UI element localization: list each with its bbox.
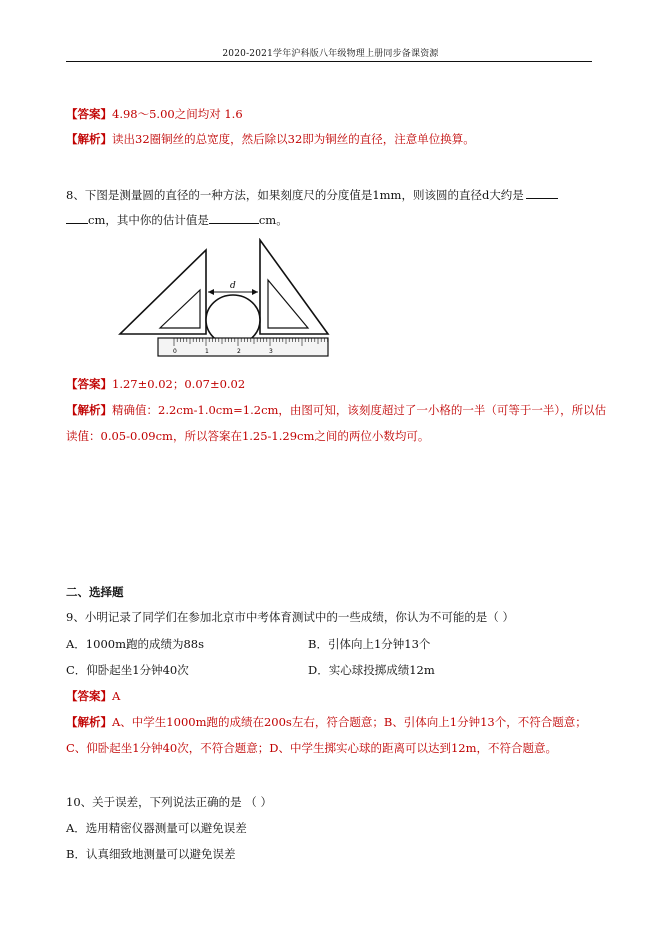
q8-unit-1: cm，其中你的估计值是 — [88, 213, 209, 227]
answer-label: 【答案】 — [66, 377, 112, 391]
ruler-label-2: 2 — [237, 348, 241, 355]
analysis-label: 【解析】 — [66, 132, 112, 146]
answer-blank-1-cont — [66, 212, 88, 224]
q9-option-b: B．引体向上1分钟13个 — [308, 637, 431, 651]
ruler-label-0: 0 — [173, 348, 177, 355]
triangles-circle-ruler-diagram — [118, 238, 348, 368]
measurement-figure — [118, 238, 348, 372]
q8-stem-line1 — [66, 187, 558, 203]
section-title: 二、选择题 — [66, 585, 124, 599]
q8-stem-text: 8、下图是测量圆的直径的一种方法，如果刻度尺的分度值是1mm，则该圆的直径d大约是 — [66, 188, 524, 202]
q9-analysis-line1 — [66, 714, 587, 730]
answer-label: 【答案】 — [66, 107, 112, 121]
q9-option-c: C．仰卧起坐1分钟40次 — [66, 663, 189, 677]
header-rule — [66, 61, 592, 62]
analysis-label: 【解析】 — [66, 403, 112, 417]
answer-text: A — [112, 689, 121, 703]
q7-analysis — [66, 131, 475, 147]
q9-option-d: D．实心球投掷成绩12m — [308, 663, 435, 677]
q9-analysis-line2: C、仰卧起坐1分钟40次，不符合题意；D、中学生掷实心球的距离可以达到12m，不符合题意。 — [66, 741, 558, 755]
right-triangle-inner — [268, 280, 308, 328]
answer-blank-2 — [209, 212, 259, 224]
answer-text: 4.98～5.00之间均对 1.6 — [112, 107, 243, 121]
answer-blank-1 — [526, 187, 558, 199]
q10-option-b: B．认真细致地测量可以避免误差 — [66, 847, 236, 861]
q9-answer — [66, 688, 120, 704]
left-triangle-inner — [160, 290, 200, 328]
analysis-text: A、中学生1000m跑的成绩在200s左右，符合题意；B、引体向上1分钟13个，不符合题意； — [112, 715, 587, 729]
q8-stem-line2 — [66, 212, 288, 228]
ruler-label-1: 1 — [205, 348, 209, 355]
diameter-label: d — [230, 281, 236, 291]
arrowhead-left — [208, 289, 214, 295]
arrowhead-right — [252, 289, 258, 295]
q8-analysis-line2: 读值：0.05-0.09cm，所以答案在1.25-1.29cm之间的两位小数均可。 — [66, 429, 430, 443]
analysis-label: 【解析】 — [66, 715, 112, 729]
right-triangle — [260, 240, 328, 334]
q9-stem: 9、小明记录了同学们在参加北京市中考体育测试中的一些成绩，你认为不可能的是（ ） — [66, 610, 514, 624]
answer-text: 1.27±0.02；0.07±0.02 — [112, 377, 246, 391]
answer-label: 【答案】 — [66, 689, 112, 703]
q10-stem: 10、关于误差，下列说法正确的是 （ ） — [66, 795, 272, 809]
q8-answer — [66, 376, 245, 392]
analysis-text: 精确值：2.2cm-1.0cm=1.2cm，由图可知，该刻度超过了一小格的一半（可等于一半），所以估 — [112, 403, 607, 417]
q8-analysis-line1 — [66, 402, 606, 418]
q7-answer — [66, 106, 243, 122]
q8-unit-2: cm。 — [258, 213, 288, 227]
page-header: 2020-2021学年沪科版八年级物理上册同步备课资源 — [222, 49, 439, 59]
ruler-label-3: 3 — [269, 348, 273, 355]
analysis-text: 读出32圈铜丝的总宽度，然后除以32即为铜丝的直径，注意单位换算。 — [112, 132, 475, 146]
q10-option-a: A．选用精密仪器测量可以避免误差 — [66, 821, 247, 835]
q9-option-a: A．1000m跑的成绩为88s — [66, 637, 205, 651]
left-triangle — [120, 250, 206, 334]
